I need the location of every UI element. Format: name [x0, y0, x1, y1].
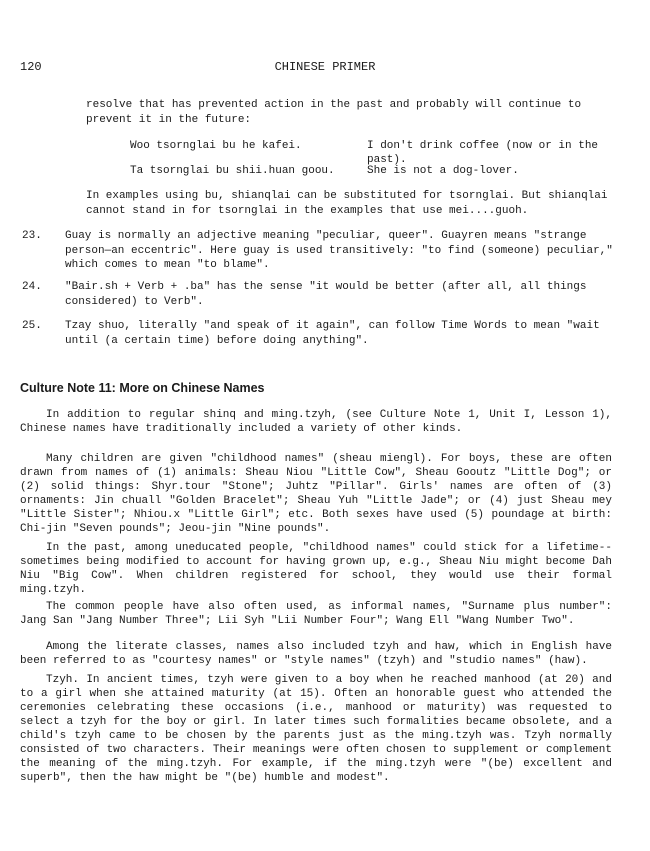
paragraph: In addition to regular shinq and ming.tzyh, (see Culture Note 1, Unit I, Lesson 1), Chinese names have traditionally included a variety of other kinds. [20, 409, 612, 435]
note-text: Tzay shuo, literally "and speak of it again", can follow Time Words to mean "wait until (a certain time) before doing anything". [65, 320, 600, 347]
example-english-1: I don't drink coffee (now or in the past). [367, 140, 599, 166]
paragraph: Among the literate classes, names also included tzyh and haw, which in English have been referred to as "courtesy names" or "style names" (tzyh) and "studio names" (haw). [20, 641, 612, 667]
paragraph: In the past, among uneducated people, "childhood names" could stick for a lifetime--sometimes being modified to account for having grown up, e.g., Sheau Niu might become Dah Niu "Big Cow". When children registered for school, they would use their formal ming.tzyh. [20, 542, 612, 596]
note-number: 23. [22, 230, 42, 242]
note-23 [22, 229, 614, 273]
example-english-2: She is not a dog-lover. [367, 165, 519, 177]
paragraph: Tzyh. In ancient times, tzyh were given to a boy when he reached manhood (at 20) and to a girl when she attained maturity (at 15). Often an honorable guest who attended the ceremonies celebrating these occasions (i.e., manhood or maturity) was requested to select a tzyh for the boy or girl. In later times such formalities became obsolete, and a child's tzyh came to be chosen by the parents just as the ming.tzyh was. Tzyh normally consisted of two characters. Their meanings were often chosen to supplement or complement the meaning of the ming.tzyh. For example, if the ming.tzyh were "(be) excellent and superb", then the haw might be "(be) humble and modest". [20, 674, 612, 784]
note-25 [22, 319, 614, 348]
culture-note-heading: Culture Note 11: More on Chinese Names [20, 381, 265, 395]
note-24 [22, 280, 614, 309]
intro-text: resolve that has prevented action in the past and probably will continue to prevent it in the future: [86, 99, 582, 126]
example-chinese-1: Woo tsornglai bu he kafei. [130, 140, 302, 152]
page-header [20, 60, 630, 76]
note-text: "Bair.sh + Verb + .ba" has the sense "it would be better (after all, all things considered) to Verb". [65, 281, 587, 308]
page-number: 120 [20, 60, 42, 74]
paragraph: The common people have also often used, as informal names, "Surname plus number": Jang San "Jang Number Three"; Lii Syh "Lii Number Four"; Wang Ell "Wang Number Two". [20, 601, 612, 627]
note-text: Guay is normally an adjective meaning "peculiar, queer". Guayren means "strange person—an eccentric". Here guay is used transitively: "to find (someone) peculiar," which comes to mean "to blame". [65, 230, 613, 271]
note-number: 24. [22, 281, 42, 293]
running-title: CHINESE PRIMER [274, 60, 376, 74]
note-number: 25. [22, 320, 42, 332]
example-chinese-2: Ta tsornglai bu shii.huan goou. [130, 165, 335, 177]
paragraph: Many children are given "childhood names" (sheau miengl). For boys, these are often drawn from names of (1) animals: Sheau Niou "Little Cow", Sheau Gooutz "Little Dog"; or (2) solid things: Shyr.tour "Stone"; Juhtz "Pillar". Girls' names are often of (3) ornaments: Jin chuall "Golden Bracelet"; Sheau Yuh "Little Jade"; or (4) just Sheau mey "Little Sister"; Nhiou.x "Little Girl"; etc. Both sexes have used (5) poundage at birth: Chi-jin "Seven pounds"; Jeou-jin "Nine pounds". [20, 453, 612, 535]
usage-note: In examples using bu, shianqlai can be substituted for tsornglai. But shianqlai cannot stand in for tsornglai in the examples that use mei....guoh. [86, 190, 608, 217]
